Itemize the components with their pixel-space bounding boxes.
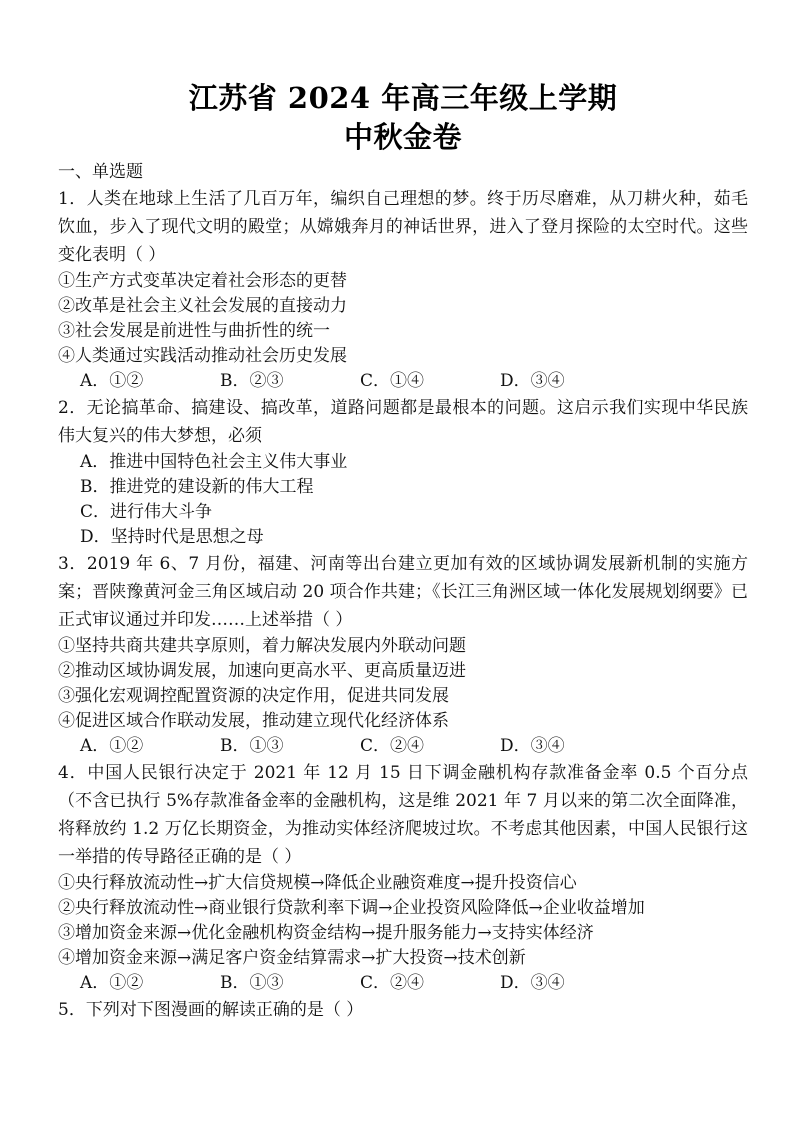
choice-c: C．②④ bbox=[360, 973, 425, 993]
question-4 bbox=[58, 759, 748, 996]
choice-a: A．①② bbox=[80, 736, 144, 756]
question-stem: 5．下列对下图漫画的解读正确的是（ ） bbox=[58, 1000, 364, 1020]
statement-option: ②改革是社会主义社会发展的直接动力 bbox=[58, 296, 347, 316]
question-1 bbox=[58, 185, 748, 394]
answer-choices bbox=[80, 971, 748, 996]
statement-option: ②推动区域协调发展，加速向更高水平、更高质量迈进 bbox=[58, 661, 466, 681]
question-stem: 1．人类在地球上生活了几百万年，编织自己理想的梦。终于历尽磨难，从刀耕火种，茹毛饮血，步入了现代文明的殿堂；从嫦娥奔月的神话世界，进入了登月探险的太空时代。这些变化表明（ ） bbox=[58, 189, 748, 265]
choice-b: B．①③ bbox=[220, 973, 284, 993]
question-3 bbox=[58, 550, 748, 759]
answer-choices bbox=[80, 734, 748, 759]
statement-option: ③增加资金来源→优化金融机构资金结构→提升服务能力→支持实体经济 bbox=[58, 923, 594, 943]
statement-option: ①央行释放流动性→扩大信贷规模→降低企业融资难度→提升投资信心 bbox=[58, 873, 577, 893]
choice-a: A．推进中国特色社会主义伟大事业 bbox=[80, 452, 348, 472]
choice-c: C．②④ bbox=[360, 736, 425, 756]
statement-option: ③强化宏观调控配置资源的决定作用，促进共同发展 bbox=[58, 686, 449, 706]
choice-a: A．①② bbox=[80, 973, 144, 993]
answer-choices bbox=[80, 369, 748, 394]
exam-subtitle: 中秋金卷 bbox=[343, 120, 462, 154]
exam-title: 江苏省 2024 年高三年级上学期 bbox=[188, 81, 618, 115]
statement-option: ④人类通过实践活动推动社会历史发展 bbox=[58, 346, 347, 366]
question-2 bbox=[58, 394, 748, 550]
choice-d: D．坚持时代是思想之母 bbox=[80, 527, 264, 547]
statement-option: ②央行释放流动性→商业银行贷款利率下调→企业投资风险降低→企业收益增加 bbox=[58, 898, 645, 918]
statement-option: ④增加资金来源→满足客户资金结算需求→扩大投资→技术创新 bbox=[58, 948, 526, 968]
statement-option: ④促进区域合作联动发展，推动建立现代化经济体系 bbox=[58, 711, 449, 731]
question-stem: 2．无论搞革命、搞建设、搞改革，道路问题都是最根本的问题。这启示我们实现中华民族伟大复兴的伟大梦想，必须 bbox=[58, 398, 748, 446]
section-heading: 一、单选题 bbox=[58, 162, 143, 182]
statement-option: ③社会发展是前进性与曲折性的统一 bbox=[58, 321, 330, 341]
choice-c: C．进行伟大斗争 bbox=[80, 502, 213, 522]
choice-d: D．③④ bbox=[500, 371, 565, 391]
statement-option: ①坚持共商共建共享原则，着力解决发展内外联动问题 bbox=[58, 636, 466, 656]
choice-b: B．①③ bbox=[220, 736, 284, 756]
question-stem: 3．2019 年 6、7 月份，福建、河南等出台建立更加有效的区域协调发展新机制的实施方案；晋陕豫黄河金三角区域启动 20 项合作共建；《长江三角洲区域一体化发展规划纲要》已正式审议通过并印发……上述举措（ ） bbox=[58, 554, 748, 630]
question-stem: 4．中国人民银行决定于 2021 年 12 月 15 日下调金融机构存款准备金率 0.5 个百分点（不含已执行 5%存款准备金率的金融机构，这是维 2021 年 7 月以来的第二次全面降准，将释放约 1.2 万亿长期资金，为推动实体经济爬坡过坎。不考虑其他因素，中国人民银行这一举措的传导路径正确的是（ ） bbox=[58, 763, 748, 867]
choice-c: C．①④ bbox=[360, 371, 425, 391]
statement-option: ①生产方式变革决定着社会形态的更替 bbox=[58, 271, 347, 291]
choice-d: D．③④ bbox=[500, 973, 565, 993]
choice-b: B．推进党的建设新的伟大工程 bbox=[80, 477, 314, 497]
question-5 bbox=[58, 996, 748, 1024]
choice-d: D．③④ bbox=[500, 736, 565, 756]
choice-a: A．①② bbox=[80, 371, 144, 391]
choice-b: B．②③ bbox=[220, 371, 284, 391]
